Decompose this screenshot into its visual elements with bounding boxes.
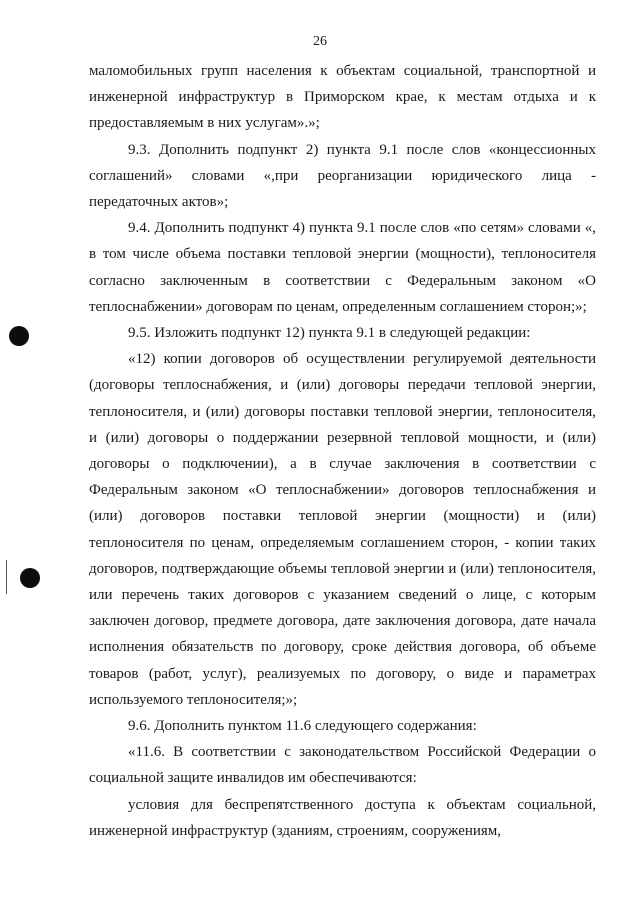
paragraph-9-5: 9.5. Изложить подпункт 12) пункта 9.1 в следующей редакции:: [128, 325, 531, 342]
paragraph-conditions: условия для беспрепятственного доступа к объектам социальной, инженерной инфраструктур (зданиям, строениям, сооружениям,: [89, 796, 596, 839]
binder-hole-top: [9, 326, 29, 346]
page-number: 26: [313, 34, 327, 49]
paragraph-9-6: 9.6. Дополнить пунктом 11.6 следующего содержания:: [128, 718, 477, 735]
binder-hole-bottom: [20, 568, 40, 588]
document-body: [89, 58, 596, 844]
paragraph-11-6: «11.6. В соответствии с законодательством Российской Федерации о социальной защите инвалидов им обеспечиваются:: [89, 744, 596, 787]
paragraph-1: маломобильных групп населения к объектам социальной, транспортной и инженерной инфраструктур в Приморском крае, к местам отдыха и к предоставляемым в них услугам».»;: [89, 63, 596, 132]
paragraph-9-3: 9.3. Дополнить подпункт 2) пункта 9.1 после слов «концессионных соглашений» словами «,при реорганизации юридического лица - передаточных актов»;: [89, 141, 596, 211]
paragraph-9-4: 9.4. Дополнить подпункт 4) пункта 9.1 после слов «по сетям» словами «, в том числе объема поставки тепловой энергии (мощности), теплоносителя согласно заключенным в соответствии с Федеральным законом «О теплоснабжении» договорам по ценам, определенным соглашением сторон;»;: [89, 220, 596, 315]
margin-mark: [6, 560, 7, 594]
paragraph-12-copies: «12) копии договоров об осуществлении регулируемой деятельности (договоры теплоснабжения, и (или) договоры передачи тепловой энергии, теплоносителя, и (или) договоры поставки тепловой энергии, теплоносителя, и (или) договоры о поддержании резервной тепловой мощности, и (или) договоры о подключении), а в случае заключения в соответствии с Федеральным законом «О теплоснабжении» договоров теплоснабжения и (или) договоров поставки тепловой энергии (мощности) и (или) теплоносителя по ценам, определяемым соглашением сторон, - копии таких договоров, подтверждающие объемы тепловой энергии и (или) теплоносителя, или перечень таких договоров с указанием сведений о лице, с которым заключен договор, предмете договора, дате заключения договора, дате начала исполнения обязательств по договору, сроке действия договора, об объеме товаров (работ, услуг), реализуемых по договору, о виде и параметрах используемого теплоносителя;»;: [89, 351, 596, 708]
